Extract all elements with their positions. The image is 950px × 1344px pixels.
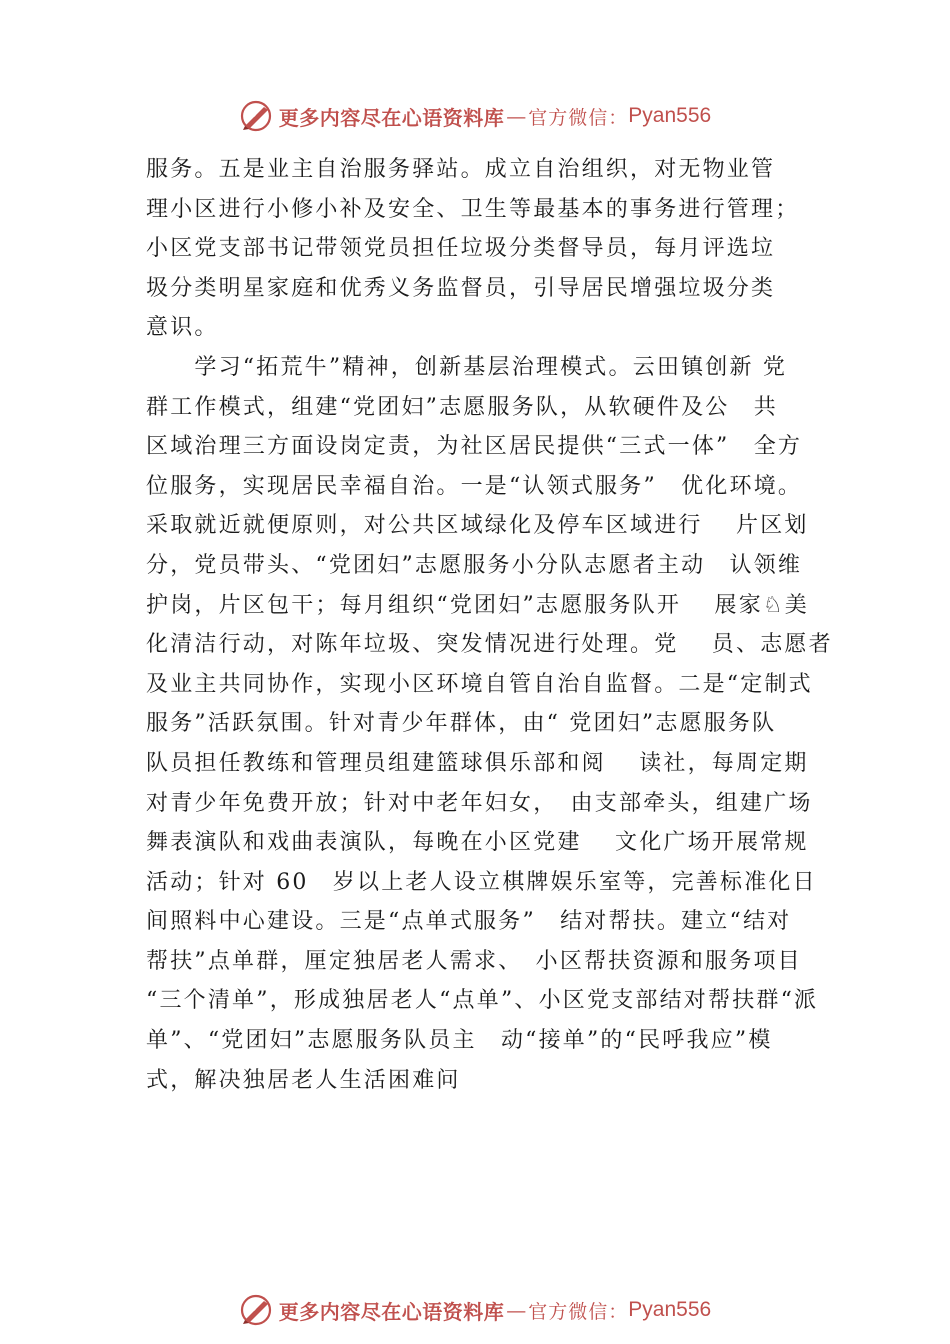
body-line: 队员担任教练和管理员组建篮球俱乐部和阅 读社，每周定期 (146, 750, 809, 776)
body-line: 对青少年免费开放；针对中老年妇女， 由支部牵头，组建广场 (146, 790, 813, 816)
body-line: 服务。五是业主自治服务驿站。成立自治组织，对无物业管 (146, 157, 776, 182)
header-banner (0, 94, 950, 138)
body-line: 学习“拓荒牛”精神，创新基层治理模式。云田镇创新 党 (146, 354, 788, 380)
header-dash: — (506, 104, 527, 128)
header-wechat-id: Pyan556 (628, 104, 712, 127)
footer-subtitle: 官方微信： (528, 1300, 629, 1323)
body-line: 小区党支部书记带领党员担任垃圾分类督导员，每月评选垃 (146, 236, 776, 262)
body-line: 护岗，片区包干；每月组织“党团妇”志愿服务队开 展家♘美 (146, 592, 810, 618)
body-line: 意识。 (146, 315, 219, 341)
body-line: 采取就近就便原则，对公共区域绿化及停车区域进行 片区划 (146, 513, 809, 539)
pen-circle-logo-icon (239, 99, 273, 133)
body-line: 化清洁行动，对陈年垃圾、突发情况进行处理。党 员、志愿者 (146, 632, 833, 658)
footer-banner (0, 1288, 950, 1332)
header-title: 更多内容尽在心语资料库 (278, 105, 505, 130)
body-line: 及业主共同协作，实现小区环境自管自治自监督。二是“定制式 (146, 671, 813, 697)
footer-wechat-id: Pyan556 (628, 1298, 712, 1321)
body-line: 舞表演队和戏曲表演队，每晚在小区党建 文化广场开展常规 (146, 830, 809, 856)
document-body (146, 150, 836, 1100)
body-line: 活动；针对 60 岁以上老人设立棋牌娱乐室等，完善标准化日 (146, 869, 817, 895)
body-line: 单”、“党团妇”志愿服务队员主 动“接单”的“民呼我应”模 (146, 1028, 773, 1054)
body-line: 服务”活跃氛围。针对青少年群体，由“ 党团妇”志愿服务队 (146, 711, 777, 737)
footer-dash: — (506, 1298, 527, 1322)
body-line: 区域治理三方面设岗定责，为社区居民提供“三式一体” 全方 (146, 434, 803, 460)
body-line: “三个清单”，形成独居老人“点单”、小区党支部结对帮扶群“派 (146, 988, 819, 1014)
body-line: 位服务，实现居民幸福自治。一是“认领式服务” 优化环境。 (146, 473, 803, 499)
body-line: 群工作模式，组建“党团妇”志愿服务队，从软硬件及公 共 (146, 394, 778, 420)
body-line: 理小区进行小修小补及安全、卫生等最基本的事务进行管理； (146, 196, 800, 222)
body-line: 式，解决独居老人生活困难问 (146, 1067, 461, 1093)
pen-circle-logo-icon (239, 1293, 273, 1327)
body-line: 间照料中心建设。三是“点单式服务” 结对帮扶。建立“结对 (146, 909, 792, 935)
body-line: 分，党员带头、“党团妇”志愿服务小分队志愿者主动 认领维 (146, 552, 803, 578)
footer-title: 更多内容尽在心语资料库 (278, 1299, 505, 1324)
body-line: 帮扶”点单群，厘定独居老人需求、 小区帮扶资源和服务项目 (146, 948, 802, 974)
body-line: 圾分类明星家庭和优秀义务监督员，引导居民增强垃圾分类 (146, 275, 776, 301)
header-subtitle: 官方微信： (528, 106, 629, 129)
